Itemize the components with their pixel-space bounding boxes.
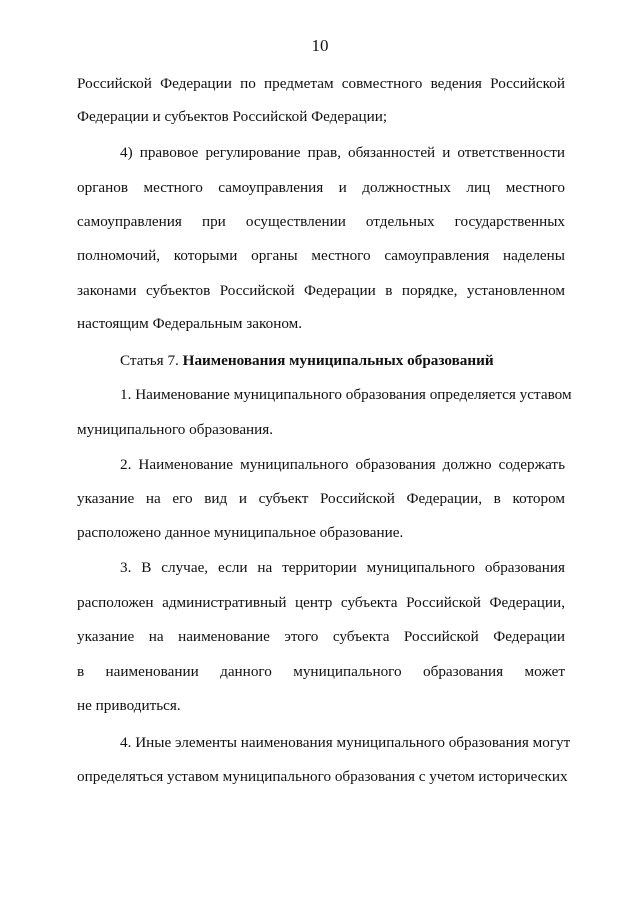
text-line: Федерации и субъектов Российской Федерации; <box>77 108 388 125</box>
text-line: полномочий, которыми органы местного самоуправления наделены <box>77 247 565 264</box>
article-heading <box>120 352 565 370</box>
text-line: в наименовании данного муниципального образования может <box>77 663 565 680</box>
text-line: 4. Иные элементы наименования муниципального образования могут <box>120 734 571 751</box>
text-line: указание на наименование этого субъекта Российской Федерации <box>77 628 565 645</box>
text-line: законами субъектов Российской Федерации в порядке, установленном <box>77 282 565 299</box>
text-line: Российской Федерации по предметам совместного ведения Российской <box>77 75 565 92</box>
text-line: настоящим Федеральным законом. <box>77 315 303 332</box>
article-title: Наименования муниципальных образований <box>182 352 494 369</box>
article-prefix: Статья 7. <box>120 352 183 369</box>
text-line: расположено данное муниципальное образование. <box>77 524 404 541</box>
text-line: самоуправления при осуществлении отдельных государственных <box>77 213 565 230</box>
text-line: не приводиться. <box>77 697 181 714</box>
text-line: 3. В случае, если на территории муниципального образования <box>120 559 565 576</box>
text-line: расположен административный центр субъекта Российской Федерации, <box>77 594 565 611</box>
text-line: органов местного самоуправления и должностных лиц местного <box>77 179 565 196</box>
text-line: указание на его вид и субъект Российской Федерации, в котором <box>77 490 565 507</box>
text-line: определяться уставом муниципального образования с учетом исторических <box>77 768 568 785</box>
text-line: 4) правовое регулирование прав, обязанностей и ответственности <box>120 144 565 161</box>
text-line: 2. Наименование муниципального образования должно содержать <box>120 456 565 473</box>
text-line: муниципального образования. <box>77 421 274 438</box>
page-number: 10 <box>311 36 329 55</box>
text-line: 1. Наименование муниципального образования определяется уставом <box>120 386 572 403</box>
